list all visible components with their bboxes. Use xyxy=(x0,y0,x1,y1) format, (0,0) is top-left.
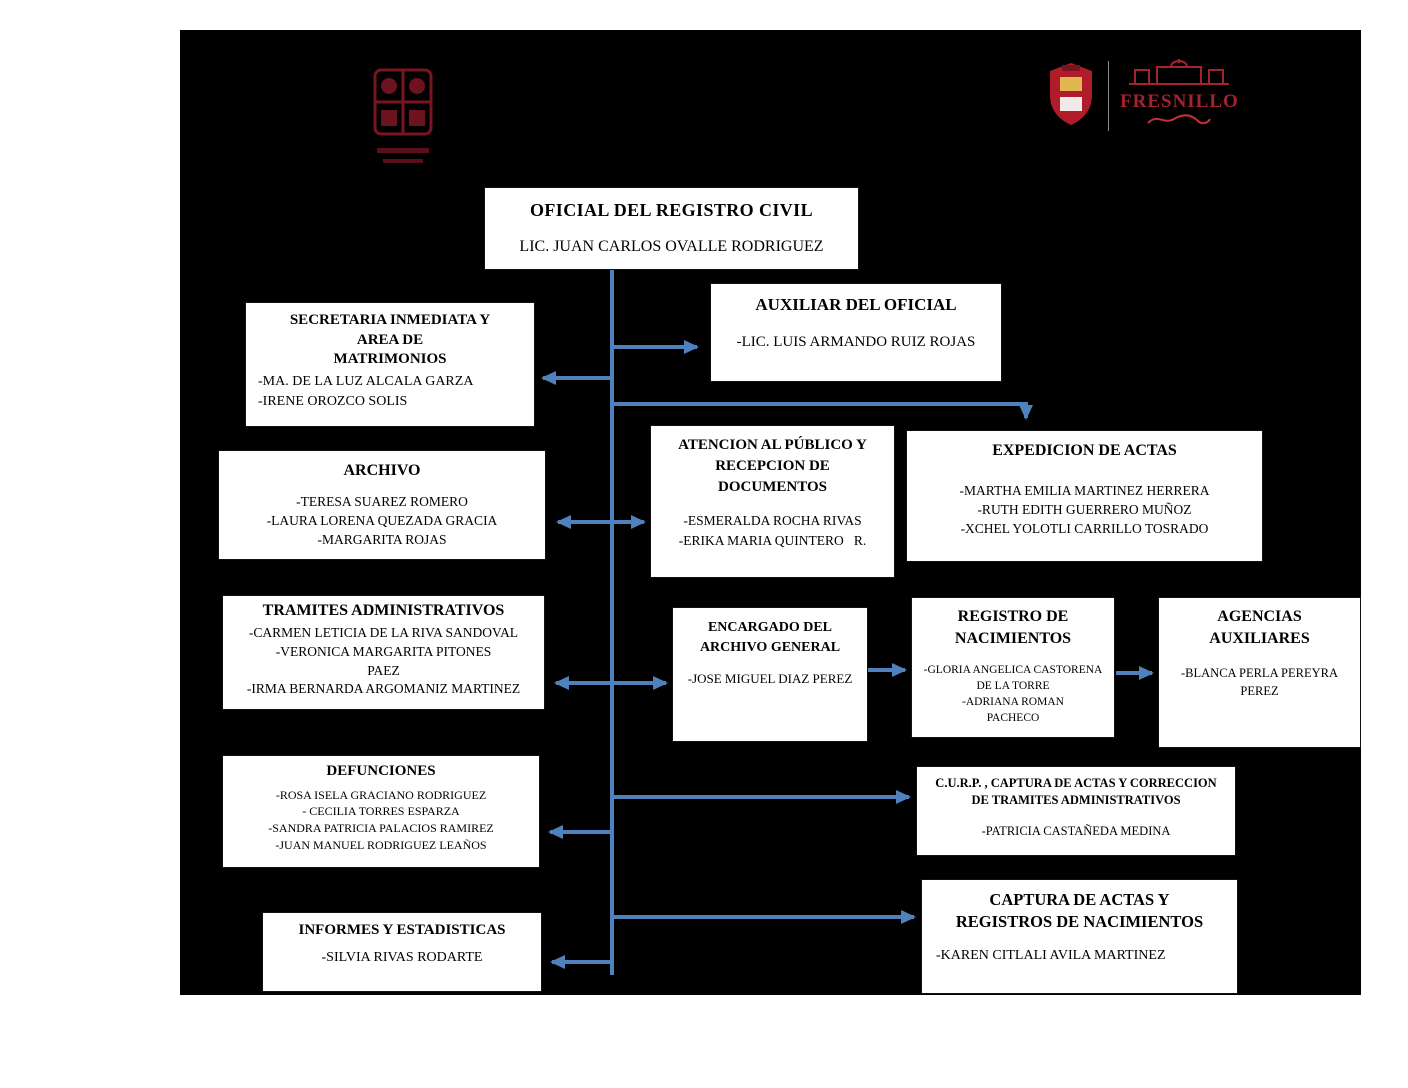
box-title: DEFUNCIONES xyxy=(326,763,436,779)
box-members: -ESMERALDA ROCHA RIVAS -ERIKA MARIA QUINTERO R. xyxy=(678,513,867,548)
box-title: AUXILIAR DEL OFICIAL xyxy=(755,295,957,314)
box-members: -GLORIA ANGELICA CASTORENA DE LA TORRE -ADRIANA ROMAN PACHECO xyxy=(923,664,1103,725)
box-title: ARCHIVO xyxy=(343,462,421,479)
box-title: ATENCION AL PÚBLICO Y RECEPCION DE DOCUMENTOS xyxy=(678,437,867,495)
org-box-expedicion-de-actas xyxy=(906,430,1263,562)
box-title: CAPTURA DE ACTAS Y REGISTROS DE NACIMIENTOS xyxy=(955,890,1204,932)
org-box-oficial-del-registro-civil xyxy=(484,187,859,270)
fresnillo-logo-group xyxy=(1042,58,1237,138)
org-box-archivo xyxy=(218,450,546,560)
box-members: -TERESA SUAREZ ROMERO -LAURA LORENA QUEZADA GRACIA -MARGARITA ROJAS xyxy=(266,493,498,547)
org-box-tramites-administrativos xyxy=(222,595,545,710)
fresnillo-wordmark: FRESNILLO xyxy=(1120,91,1239,112)
org-box-defunciones xyxy=(222,755,540,868)
building-icon xyxy=(1127,58,1231,86)
coat-of-arms-icon xyxy=(365,64,441,174)
municipal-coat-of-arms-logo xyxy=(365,64,441,174)
box-title: REGISTRO DE NACIMIENTOS xyxy=(954,608,1072,647)
box-members: -MA. DE LA LUZ ALCALA GARZA -IRENE OROZCO SOLIS xyxy=(258,373,474,409)
script-flourish-icon xyxy=(1144,111,1214,129)
org-box-captura-actas-registros xyxy=(921,879,1238,994)
box-members: -ROSA ISELA GRACIANO RODRIGUEZ - CECILIA TORRES ESPARZA -SANDRA PATRICIA PALACIOS RAMIREZ -JUAN MANUEL RODRIGUEZ LEAÑOS xyxy=(268,787,494,852)
box-title: OFICIAL DEL REGISTRO CIVIL xyxy=(530,200,813,220)
org-box-curp-captura-correccion xyxy=(916,766,1236,856)
org-box-secretaria-inmediata-matrimonios xyxy=(245,302,535,427)
org-box-registro-de-nacimientos xyxy=(911,597,1115,738)
fresnillo-crest-icon xyxy=(1046,61,1096,127)
box-members: -PATRICIA CASTAÑEDA MEDINA xyxy=(981,823,1171,838)
box-members: -SILVIA RIVAS RODARTE xyxy=(321,949,483,965)
box-members: -JOSE MIGUEL DIAZ PEREZ xyxy=(687,671,853,687)
org-box-atencion-al-publico xyxy=(650,425,895,578)
box-title: C.U.R.P. , CAPTURA DE ACTAS Y CORRECCION DE TRAMITES ADMINISTRATIVOS xyxy=(935,776,1217,807)
box-members: -CARMEN LETICIA DE LA RIVA SANDOVAL -VERONICA MARGARITA PITONES PAEZ -IRMA BERNARDA ARGOMANIZ MARTINEZ xyxy=(246,624,521,697)
org-box-encargado-archivo-general xyxy=(672,607,868,742)
box-members: -MARTHA EMILIA MARTINEZ HERRERA -RUTH EDITH GUERRERO MUÑOZ -XCHEL YOLOTLI CARRILLO TOSRADO xyxy=(959,482,1210,536)
org-box-agencias-auxiliares xyxy=(1158,597,1361,748)
box-members: -BLANCA PERLA PEREYRA PEREZ xyxy=(1181,666,1338,698)
box-title: INFORMES Y ESTADISTICAS xyxy=(298,922,506,938)
box-title: AGENCIAS AUXILIARES xyxy=(1209,608,1310,647)
box-members: LIC. JUAN CARLOS OVALLE RODRIGUEZ xyxy=(519,238,824,256)
org-box-informes-y-estadisticas xyxy=(262,912,542,992)
box-title: ENCARGADO DEL ARCHIVO GENERAL xyxy=(699,620,841,655)
box-title: TRAMITES ADMINISTRATIVOS xyxy=(262,602,505,619)
box-members: -KAREN CITLALI AVILA MARTINEZ xyxy=(936,947,1166,963)
box-members: -LIC. LUIS ARMANDO RUIZ ROJAS xyxy=(736,334,976,351)
fresnillo-wordmark-block xyxy=(1120,58,1237,134)
org-box-auxiliar-del-oficial xyxy=(710,283,1002,382)
box-title: SECRETARIA INMEDIATA Y AREA DE MATRIMONIOS xyxy=(289,312,491,367)
box-title: EXPEDICION DE ACTAS xyxy=(992,442,1177,459)
logo-divider xyxy=(1108,61,1109,131)
